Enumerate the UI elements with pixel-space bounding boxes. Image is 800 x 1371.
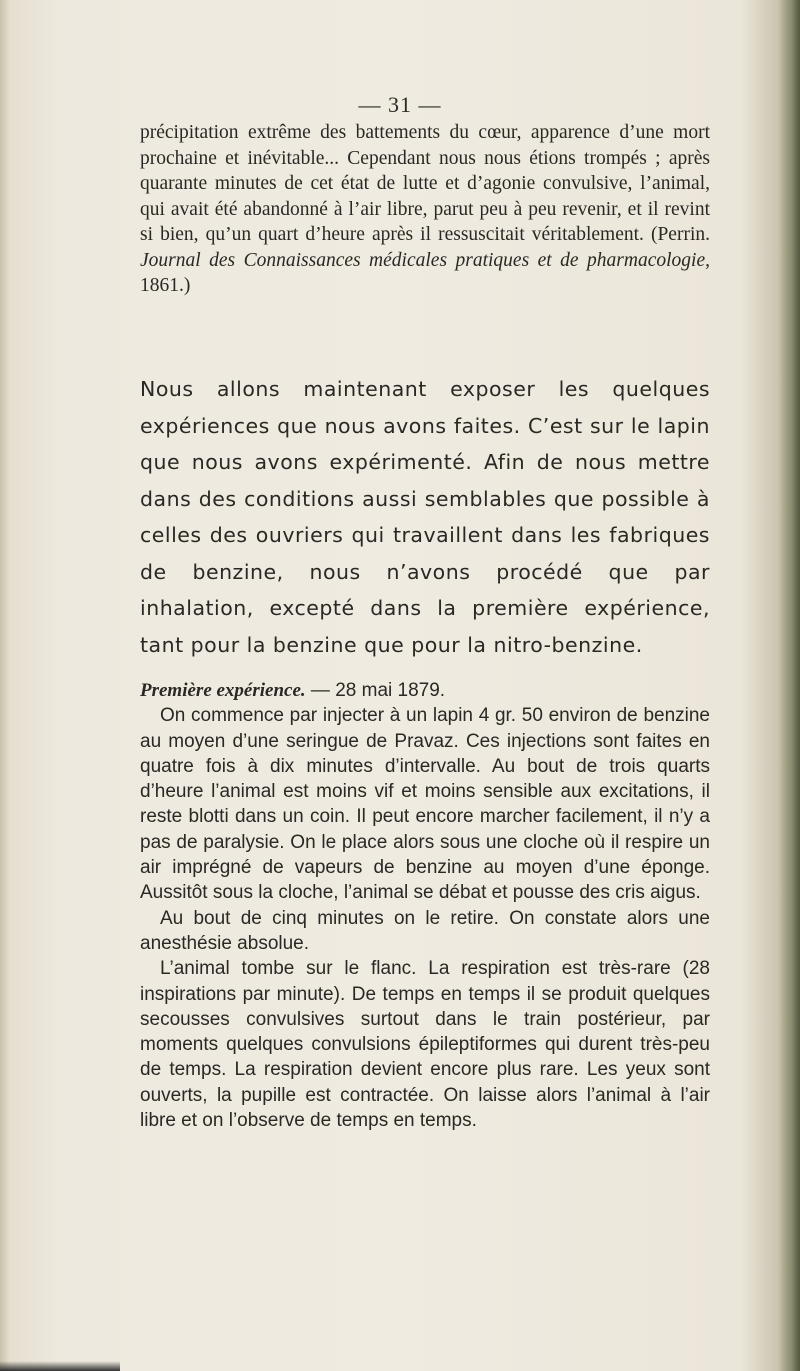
page-left-edge-shadow [0,0,10,1371]
experiment-paragraph: Au bout de cinq minutes on le retire. On constate alors une anesthésie absolue. [140,907,710,954]
experiment-date: — 28 mai 1879. [305,680,446,701]
quotation-text: précipitation extrême des battements du cœur, apparence d’une mort prochaine et inévitable... Cependant nous nous étions trompés ; après quarante minutes de cet état de lutte et d’agonie convulsive, l’animal, qui avait été abandonné à l’air libre, parut peu à peu revenir, et il revint si bien, qu’un quart d’heure après il ressuscitait véritablement. (Perrin. [140,122,710,245]
source-journal-title: Journal des Connaissances médicales pratiques et de pharmacologie, [140,249,710,271]
intro-paragraph: Nous allons maintenant exposer les quelques expériences que nous avons faites. C’est sur le lapin que nous avons expérimenté. Afin de nous mettre dans des conditions aussi semblables que possible à celles des ouvriers qui travaillent dans les fabriques de benzine, nous n’avons procédé que par inhalation, excepté dans la première expérience, tant pour la benzine que pour la nitro-benzine. [140,377,710,657]
experiment-section [140,678,710,1133]
experiment-paragraph: On commence par injecter à un lapin 4 gr. 50 environ de benzine au moyen d’une seringue de Pravaz. Ces injections sont faites en quatre fois à dix minutes d’intervalle. Au bout de trois quarts d’heure l’animal est moins vif et moins sensible aux excitations, il reste blotti dans un coin. Il peut encore marcher facilement, il n’y a pas de paralysie. On le place alors sous une cloche où il respire un air imprégné de vapeurs de benzine au moyen d’une éponge. Aussitôt sous la cloche, l’animal se débat et pousse des cris aigus. [140,705,710,904]
experiment-title: Première expérience. [140,680,306,701]
quotation-text-end: 1861.) [140,275,191,296]
experiment-heading [140,678,710,703]
quotation-block [140,120,710,299]
intro-paragraph-block [140,371,710,663]
page-number: — 31 — [358,92,442,117]
experiment-paragraph: L’animal tombe sur le flanc. La respiration est très-rare (28 inspirations par minute). De temps en temps il se produit quelques secousses convulsives surtout dans le train postérieur, par moments quelques convulsions épileptiformes qui durent très-peu de temps. La respiration devient encore plus rare. Les yeux sont ouverts, la pupille est contractée. On laisse alors l’animal à l’air libre et on l’observe de temps en temps. [140,958,710,1132]
page-binding-edge [778,0,800,1371]
quotation-paragraph [140,120,710,299]
scan-bottom-mark [0,1361,120,1371]
